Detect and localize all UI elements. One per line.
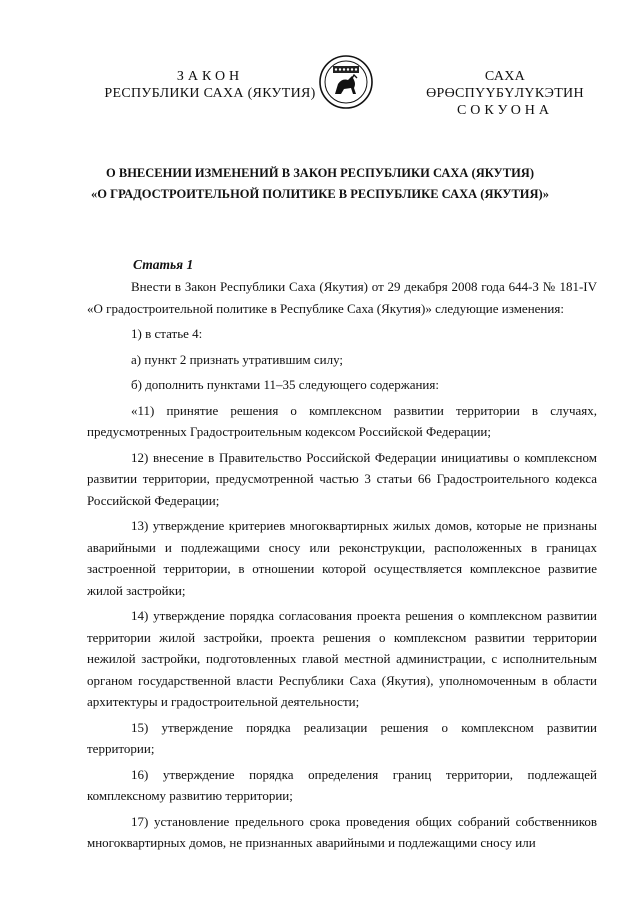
paragraph: 14) утверждение порядка согласования проекта решения о комплексном развитии территории жилой застройки, проекта решения о комплексном развитии территории нежилой застройки, подготовленных главой местной администрации, с исполнительным органом государственной власти Республики Саха (Якутия), уполномоченным в области архитектуры и градостроительной деятельности; [87,608,597,709]
paragraph: Внести в Закон Республики Саха (Якутия) от 29 декабря 2008 года 644-З № 181-IV «О градостроительной политике в Республике Саха (Якутия)» следующие изменения: [87,279,597,316]
paragraph: 17) установление предельного срока проведения общих собраний собственников многоквартирных домов, не признанных аварийными и подлежащими сносу или [87,813,597,850]
paragraph: 1) в статье 4: [131,326,203,341]
header-left [100,68,320,102]
law-title-line1: О ВНЕСЕНИИ ИЗМЕНЕНИЙ В ЗАКОН РЕСПУБЛИКИ САХА (ЯКУТИЯ) [106,166,534,180]
paragraph: а) пункт 2 признать утратившим силу; [131,351,344,367]
header-right [405,68,605,119]
header-left-line2: РЕСПУБЛИКИ САХА (ЯКУТИЯ) [104,86,316,101]
header-right-line2: СОКУОНА [456,103,554,118]
law-title [60,163,580,205]
law-title-line2: «О ГРАДОСТРОИТЕЛЬНОЙ ПОЛИТИКЕ В РЕСПУБЛИКЕ САХА (ЯКУТИЯ)» [91,187,549,201]
paragraph: 12) внесение в Правительство Российской Федерации инициативы о комплексном развитии территории, предусмотренной частью 3 статьи 66 Градостроительного кодекса Российской Федерации; [87,449,597,508]
paragraph: 16) утверждение порядка определения границ территории, подлежащей комплексному развитию территории; [87,766,597,803]
paragraph: 15) утверждение порядка реализации решения о комплексном развитии территории; [87,719,597,756]
paragraph: б) дополнить пунктами 11–35 следующего содержания: [131,377,439,392]
coat-of-arms-sakha-icon [318,54,374,110]
header-left-line1: ЗАКОН [176,69,244,84]
paragraph: 13) утверждение критериев многоквартирных жилых домов, которые не признаны аварийными и подлежащими сносу или реконструкции, расположенных в границах застроенной территории, в отношении которой осуществляется комплексное развитие жилой застройки; [87,518,597,598]
paragraph: «11) принятие решения о комплексном развитии территории в случаях, предусмотренных Градостроительным кодексом Российской Федерации; [87,402,597,439]
article-heading: Статья 1 [133,257,194,272]
article-body [87,276,597,854]
header-right-line1: САХА ӨРӨСПҮҮБҮЛҮКЭТИН [426,69,584,101]
